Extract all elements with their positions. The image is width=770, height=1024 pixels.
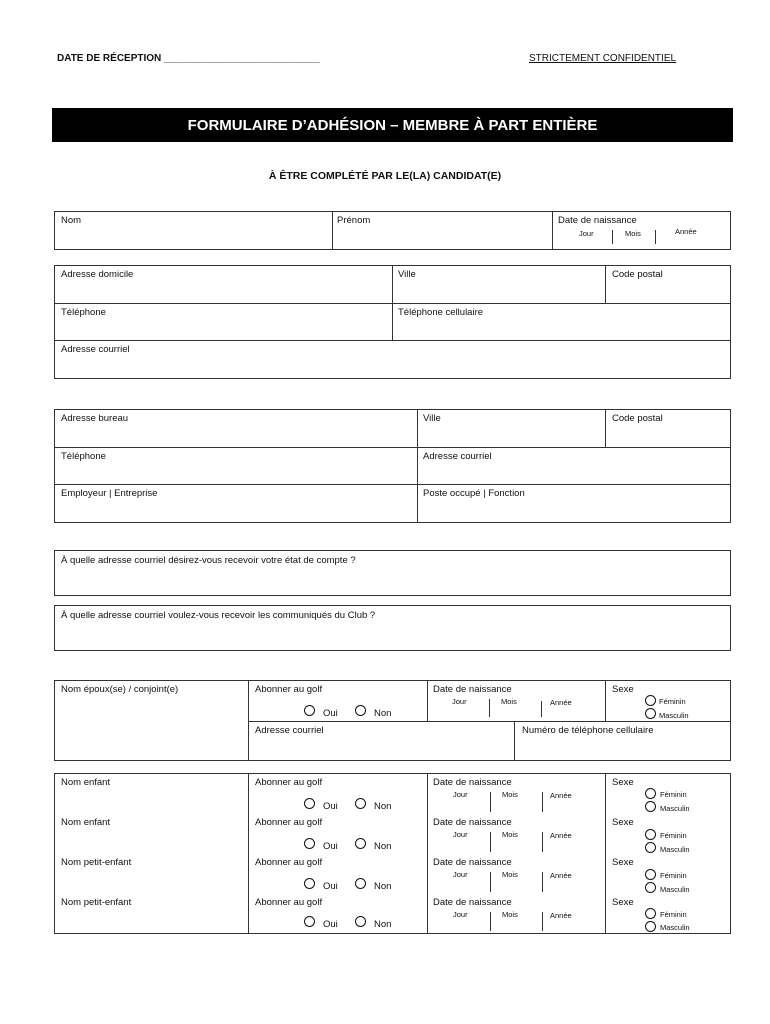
child-dob-field[interactable]: Date de naissance (433, 817, 512, 828)
child-dob-month-label: Mois (502, 830, 518, 839)
child-non-label: Non (374, 801, 392, 812)
spouse-dob-month-label: Mois (501, 697, 517, 706)
form-title-text: FORMULAIRE D’ADHÉSION – MEMBRE À PART ENTIÈRE (187, 116, 598, 134)
home-postal-field[interactable]: Code postal (612, 269, 663, 280)
reception-date-label: DATE DE RÉCEPTION ____________________________ (57, 53, 320, 64)
spouse-non-label: Non (374, 708, 392, 719)
child-masculin-label: Masculin (660, 885, 690, 894)
child-golf-non-radio[interactable] (355, 878, 366, 889)
spouse-oui-label: Oui (323, 708, 338, 719)
child-dob-day-label: Jour (453, 870, 468, 879)
child-feminin-label: Féminin (660, 910, 687, 919)
child-golf-non-radio[interactable] (355, 916, 366, 927)
child-feminin-label: Féminin (660, 831, 687, 840)
child-golf-label: Abonner au golf (255, 897, 323, 908)
spouse-cell-field[interactable]: Numéro de téléphone cellulaire (522, 725, 654, 736)
spouse-golf-oui-radio[interactable] (304, 705, 315, 716)
dob-day-label: Jour (579, 229, 594, 238)
child-golf-label: Abonner au golf (255, 777, 323, 788)
child-golf-non-radio[interactable] (355, 838, 366, 849)
child-masculin-radio[interactable] (645, 801, 656, 812)
communiques-email-field[interactable] (54, 605, 731, 651)
child-non-label: Non (374, 919, 392, 930)
child-dob-month-label: Mois (502, 910, 518, 919)
spouse-sex-label: Sexe (612, 684, 634, 695)
child-golf-oui-radio[interactable] (304, 916, 315, 927)
child-row (55, 855, 730, 895)
child-golf-oui-radio[interactable] (304, 878, 315, 889)
child-dob-field[interactable]: Date de naissance (433, 897, 512, 908)
home-phone-field[interactable]: Téléphone (61, 307, 106, 318)
child-dob-year-label: Année (550, 831, 572, 840)
nom-field[interactable]: Nom (61, 215, 82, 226)
dob-field[interactable]: Date de naissance (558, 215, 637, 226)
spouse-masculin-label: Masculin (659, 711, 689, 720)
child-non-label: Non (374, 841, 392, 852)
child-row (55, 815, 730, 855)
child-oui-label: Oui (323, 881, 338, 892)
child-golf-label: Abonner au golf (255, 857, 323, 868)
child-masculin-radio[interactable] (645, 921, 656, 932)
child-dob-month-label: Mois (502, 870, 518, 879)
work-address-field[interactable]: Adresse bureau (61, 413, 129, 424)
child-sex-label: Sexe (612, 857, 634, 868)
child-masculin-label: Masculin (660, 845, 690, 854)
confidential-label: STRICTEMENT CONFIDENTIEL (529, 53, 677, 64)
child-golf-non-radio[interactable] (355, 798, 366, 809)
child-row (55, 774, 730, 814)
child-name-field[interactable]: Nom enfant (61, 777, 111, 788)
child-dob-year-label: Année (550, 911, 572, 920)
dob-month-label: Mois (625, 229, 641, 238)
home-cell-field[interactable]: Téléphone cellulaire (398, 307, 484, 318)
dob-year-label: Année (675, 227, 697, 236)
spouse-feminin-radio[interactable] (645, 695, 656, 706)
children-section (54, 773, 731, 934)
spouse-feminin-label: Féminin (659, 697, 686, 706)
spouse-dob-field[interactable]: Date de naissance (433, 684, 512, 695)
child-dob-day-label: Jour (453, 910, 468, 919)
child-feminin-radio[interactable] (645, 829, 656, 840)
child-feminin-label: Féminin (660, 871, 687, 880)
child-golf-oui-radio[interactable] (304, 838, 315, 849)
statement-email-label: À quelle adresse courriel désirez-vous recevoir votre état de compte ? (61, 555, 356, 566)
work-phone-field[interactable]: Téléphone (61, 451, 106, 462)
spouse-section (54, 680, 731, 761)
employer-field[interactable]: Employeur | Entreprise (61, 488, 158, 499)
work-city-field[interactable]: Ville (423, 413, 441, 424)
child-dob-year-label: Année (550, 791, 572, 800)
child-masculin-radio[interactable] (645, 882, 656, 893)
spouse-email-field[interactable]: Adresse courriel (255, 725, 324, 736)
form-title (52, 108, 733, 142)
child-name-field[interactable]: Nom enfant (61, 817, 111, 828)
child-name-field[interactable]: Nom petit-enfant (61, 857, 132, 868)
child-sex-label: Sexe (612, 777, 634, 788)
child-feminin-radio[interactable] (645, 788, 656, 799)
child-oui-label: Oui (323, 841, 338, 852)
spouse-dob-day-label: Jour (452, 697, 467, 706)
spouse-golf-label: Abonner au golf (255, 684, 323, 695)
child-feminin-radio[interactable] (645, 869, 656, 880)
work-section (54, 409, 731, 523)
home-section (54, 265, 731, 379)
child-sex-label: Sexe (612, 817, 634, 828)
child-masculin-label: Masculin (660, 923, 690, 932)
child-name-field[interactable]: Nom petit-enfant (61, 897, 132, 908)
child-oui-label: Oui (323, 919, 338, 930)
child-oui-label: Oui (323, 801, 338, 812)
home-address-field[interactable]: Adresse domicile (61, 269, 134, 280)
home-email-field[interactable]: Adresse courriel (61, 344, 130, 355)
child-sex-label: Sexe (612, 897, 634, 908)
statement-email-field[interactable] (54, 550, 731, 596)
child-masculin-label: Masculin (660, 804, 690, 813)
child-dob-year-label: Année (550, 871, 572, 880)
child-row (55, 895, 730, 933)
spouse-name-field[interactable]: Nom époux(se) / conjoint(e) (61, 684, 179, 695)
identity-section (54, 211, 731, 250)
child-non-label: Non (374, 881, 392, 892)
child-dob-day-label: Jour (453, 830, 468, 839)
child-feminin-label: Féminin (660, 790, 687, 799)
child-feminin-radio[interactable] (645, 908, 656, 919)
spouse-golf-non-radio[interactable] (355, 705, 366, 716)
position-field[interactable]: Poste occupé | Fonction (423, 488, 525, 499)
child-dob-day-label: Jour (453, 790, 468, 799)
form-subtitle: À ÊTRE COMPLÉTÉ PAR LE(LA) CANDIDAT(E) (268, 170, 502, 182)
work-email-field[interactable]: Adresse courriel (423, 451, 492, 462)
work-postal-field[interactable]: Code postal (612, 413, 663, 424)
child-golf-label: Abonner au golf (255, 817, 323, 828)
child-masculin-radio[interactable] (645, 842, 656, 853)
communiques-email-label: À quelle adresse courriel voulez-vous recevoir les communiqués du Club ? (61, 610, 376, 621)
spouse-dob-year-label: Année (550, 698, 572, 707)
home-city-field[interactable]: Ville (398, 269, 416, 280)
child-dob-field[interactable]: Date de naissance (433, 777, 512, 788)
child-dob-month-label: Mois (502, 790, 518, 799)
child-golf-oui-radio[interactable] (304, 798, 315, 809)
spouse-masculin-radio[interactable] (645, 708, 656, 719)
child-dob-field[interactable]: Date de naissance (433, 857, 512, 868)
prenom-field[interactable]: Prénom (337, 215, 371, 226)
